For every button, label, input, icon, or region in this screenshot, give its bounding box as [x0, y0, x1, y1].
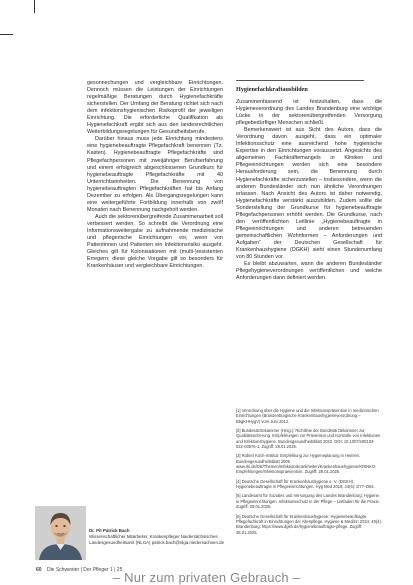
body-paragraph: gesonnechungen und vergleichbare Einrichtungen. Dennoch müssen die Leistungen der Einrichtungen regelmäßige Beratungen durch Hygienefachkräfte sicherstellen. Der Umfang der Beratung richtet sich nach dem infektionshygienischen Risikoprofil der jeweiligen Einrichtung. Die erforderliche Qualifikation als Hygienefachkraft ergibt sich aus den landesrechtlichen Weiterbildungsregelungen für Gesundheitsberufe. [87, 80, 223, 136]
heading-rule [236, 80, 364, 81]
body-paragraph: Es bleibt abzuwarten, wann die anderen Bundesländer Pflegehygieneverordnungen veröffentlichen und welche Anforderungen dann definiert werden. [236, 261, 382, 282]
journal-issue: Die Schwester | Der Pfleger 1 | 25 [46, 567, 123, 573]
footnote: [6] Deutsche Gesellschaft für Krankenhaushygiene: Hygienebeauftragte Pflegefachkraft in Einrichtungen der Altenpflege. Hygiene & Medizin 2024; 49(4). Brandenburg: https://www.dgkh.de/hygienebeauftragte-pflege. Zugriff: 28.01.2025. [236, 513, 382, 535]
left-text-column [87, 80, 223, 270]
author-photo [35, 506, 86, 560]
body-paragraph: Darüber hinaus muss jede Einrichtung mindestens eine hygienebeauftragte Pflegefachkraft benennen (Tz. Kasten). Hygienebeauftragte Pflegefachkräfte sind Pflegefachpersonen mit zweijähriger Berufserfahrung und einem erfolgreich abgeschlossenen Grundkurs für hygienebeauftragte Pflegefachkräfte mit 40 Unterrichtseinheiten. Die Benennung von hygienebeauftragten Pflegefachkräften hat bis Anfang Dezember zu erfolgen. Als Übergangsregelungen kann eine weitergeführte Fortbildung innerhalb von zwölf Monaten nach Benennung nachgeholt werden. [87, 136, 223, 213]
author-name: Dr. Pit Patrick Bach [89, 528, 130, 533]
author-portrait-icon [35, 506, 86, 560]
body-paragraph: Zusammenfassend ist festzuhalten, dass die Hygieneverordnung des Landes Brandenburg eine wichtige Lücke in der sektorenübergreifenden Versorgung pflegebedürftiger Menschen schließt. [236, 99, 382, 127]
crop-mark [34, 0, 35, 13]
page-number: 60 [36, 567, 42, 573]
watermark: – Nur zum privaten Gebrauch – [112, 570, 301, 585]
footnotes-list [236, 408, 382, 539]
footnote: [4] Deutsche Gesellschaft für Krankenhaushygiene e. V. (DGKH): Hygienebeauftragte in Pflegeeinrichtungen. Hyg Med 2019; 44(6): D77–D84. [236, 478, 375, 490]
section-heading: Hygienefachkraftausbilden [236, 86, 308, 93]
footnote: [5] Landesamt für Soziales und Versorgung des Landes Brandenburg: Hygiene in Pflegeeinrichtungen. Infektionsschutz in der Pflege – Leitfaden für die Praxis. Zugriff: 28.01.2025. [236, 493, 380, 510]
body-paragraph: Bemerkenswert ist aus Sicht des Autors, dass die Verordnung davon ausgeht, dass ein optimaler Infektionsschutz eine ausreichend hohe hygienische Expertise in den Einrichtungen voraussetzt. Angesichts des allgemeinen Fachkräftemangels in Kliniken und Pflegeeinrichtungen werden sich eine besondere Herausforderung sein, die Benennung durch Hygienefachkräfte sicherzustellen – insbesondere, wenn die anderen Bundesländer sich nun ähnliche Verordnungen erlassen. Nach Ansicht des Autors ist daher notwendig, Hygienefachkräfte verstärkt auszubilden. Zudem sollte die Sonderstellung der Grundkurse für hygienebeauftragte Pflegefachpersonen erhöht werden. Die Grundkurse, nach den veröffentlichten Leitlinie „Hygienebeauftragte in Pflegeeinrichtungen und anderen betreuenden gemeinschaftlichen Wohnformen – Anforderungen und Aufgaben“ der Deutschen Gesellschaft für Krankenhaushygiene (DGKH) sieht einen Stundenumfang von 80 Stunden vor. [236, 127, 382, 261]
author-details: Wissenschaftlicher Mitarbeiter, Krankenpfleger Niedersächsisches Landesgesundheitsamt (NLGA) patrick.bach@nlga.niedersachsen.de [89, 533, 225, 545]
footnote: [1] Verordnung über die Hygiene und die Infektionsprävention in medizinischen Einrichtungen (Brandenburgische Krankenhaushygieneverordnung – BbgKHHygV) vom Juni 2012. [236, 408, 379, 424]
footnote: [2] Bundesärztekammer (Hrsg.): Richtlinie der Bundesärztekammer zur Qualitätssicherung. Empfehlungen zur Prävention und Kontrolle von Infektionen und Infektionshygiene. Bundesgesundheitsblatt 2022. DOI: 10.1007/s00103-022-03576-1. Zugriff: 28.01.2025. [236, 428, 381, 450]
footnote: [3] Robert Koch-Institut: Empfehlung zur Hygieneplanung in Heimen. Bundesgesundheitsblatt 2005. www.rki.de/DE/Themen/Infektionskrankheiten/Krankenhaushygiene/KRINKO-Empfehlungen/Infektionspraevention. Zugriff: 28.01.2025. [236, 453, 377, 475]
right-text-column [236, 80, 382, 282]
author-info [89, 528, 239, 546]
body-paragraph: Auch die sektorenübergreifende Zusammenarbeit soll verbessert werden. So schreibt die Verordnung eine Informationsweitergabe zu aufnahmende medizinische und pflegerische Einrichtungen vor, wenn von Patientinnen und Patienten ein Infektionsrisiko ausgeht. Gleiches gilt für Kolonisationen mit (multi-)resistenten Erregern; diese gleiche Vorgabe gilt so besonders für Krankenhäuser und vergleichbare Einrichtungen. [87, 213, 223, 270]
crop-mark [0, 34, 13, 35]
